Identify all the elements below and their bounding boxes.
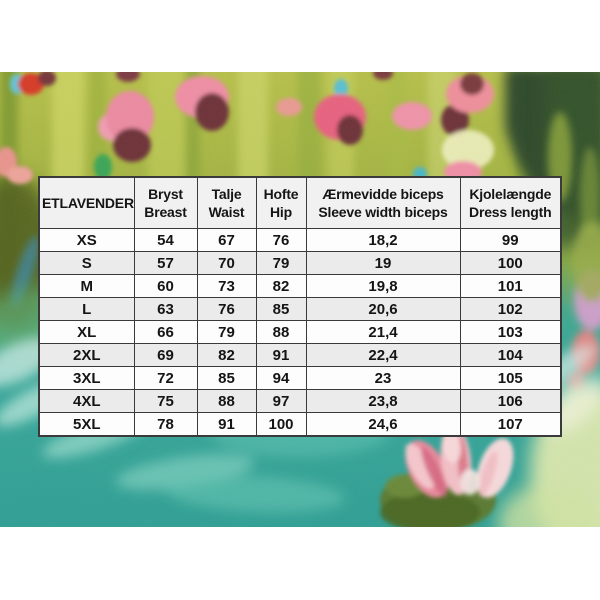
table-cell: 19 [306,252,460,275]
table-cell: 94 [256,367,306,390]
table-cell: 79 [197,321,256,344]
size-row-xl [39,321,561,344]
table-cell: 20,6 [306,298,460,321]
brand-label: ETLAVENDER [42,194,134,211]
table-cell: 91 [197,413,256,437]
size-cell: S [39,252,134,275]
table-cell: 76 [197,298,256,321]
table-cell: 67 [197,229,256,252]
table-cell: 82 [197,344,256,367]
size-row-2xl [39,344,561,367]
table-cell: 105 [460,367,561,390]
size-row-3xl [39,367,561,390]
table-cell: 69 [134,344,197,367]
table-cell: 107 [460,413,561,437]
table-cell: 63 [134,298,197,321]
table-cell: 22,4 [306,344,460,367]
table-cell: 101 [460,275,561,298]
size-cell: M [39,275,134,298]
table-cell: 54 [134,229,197,252]
table-cell: 78 [134,413,197,437]
col-header-breast: Bryst Breast [134,177,197,229]
table-cell: 75 [134,390,197,413]
table-cell: 19,8 [306,275,460,298]
table-cell: 21,4 [306,321,460,344]
size-cell: 3XL [39,367,134,390]
col-header-dress-length: Kjolelængde Dress length [460,177,561,229]
table-cell: 85 [256,298,306,321]
table-cell: 85 [197,367,256,390]
table-cell: 72 [134,367,197,390]
size-row-m [39,275,561,298]
col-header-sleeve-width: Ærmevidde biceps Sleeve width biceps [306,177,460,229]
size-cell: 2XL [39,344,134,367]
table-cell: 23,8 [306,390,460,413]
table-cell: 103 [460,321,561,344]
table-cell: 106 [460,390,561,413]
table-cell: 88 [197,390,256,413]
table-cell: 24,6 [306,413,460,437]
size-cell: 5XL [39,413,134,437]
table-cell: 76 [256,229,306,252]
size-row-4xl [39,390,561,413]
table-cell: 97 [256,390,306,413]
size-cell: 4XL [39,390,134,413]
size-row-xs [39,229,561,252]
table-cell: 18,2 [306,229,460,252]
table-cell: 57 [134,252,197,275]
size-row-5xl [39,413,561,437]
col-header-waist: Talje Waist [197,177,256,229]
table-cell: 99 [460,229,561,252]
table-cell: 91 [256,344,306,367]
size-chart-table [38,176,562,437]
size-cell: L [39,298,134,321]
size-cell: XL [39,321,134,344]
col-header-hip: Hofte Hip [256,177,306,229]
size-row-l [39,298,561,321]
table-cell: 100 [256,413,306,437]
table-cell: 73 [197,275,256,298]
size-row-s [39,252,561,275]
size-cell: XS [39,229,134,252]
table-cell: 104 [460,344,561,367]
table-cell: 79 [256,252,306,275]
table-cell: 70 [197,252,256,275]
table-cell: 100 [460,252,561,275]
brand-cell [39,177,134,229]
table-cell: 102 [460,298,561,321]
table-cell: 88 [256,321,306,344]
table-cell: 82 [256,275,306,298]
table-cell: 66 [134,321,197,344]
table-cell: 60 [134,275,197,298]
header-row [39,177,561,229]
table-cell: 23 [306,367,460,390]
